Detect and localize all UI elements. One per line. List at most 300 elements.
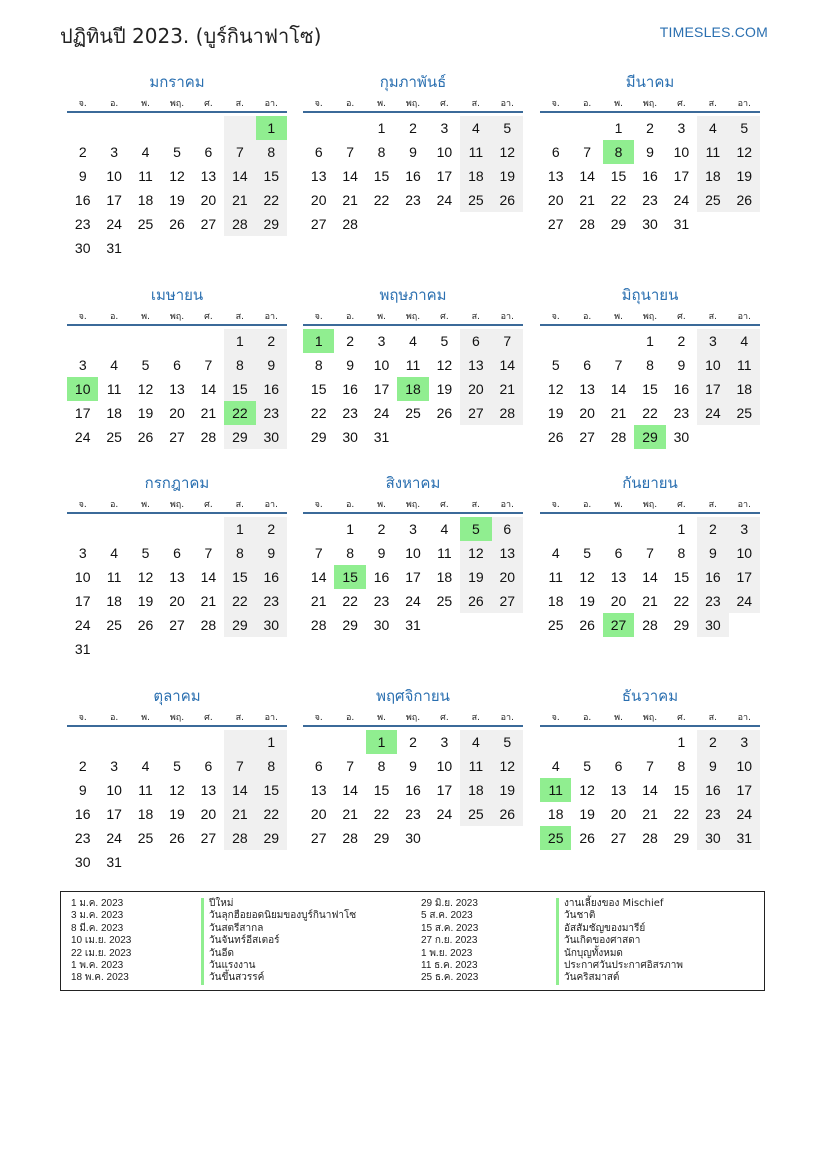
month-block [540, 73, 760, 263]
weekend-blank-cell [224, 116, 255, 140]
holiday-date: 8 มี.ค. 2023 [71, 922, 124, 934]
day-cell: 7 [346, 144, 355, 160]
day-cell: 1 [377, 120, 386, 136]
day-cell: 12 [460, 541, 491, 565]
day-cell: 23 [256, 401, 287, 425]
weekday-label: พฤ. [169, 312, 185, 322]
month-divider [67, 324, 287, 326]
day-cell: 30 [697, 826, 728, 850]
day-cell: 14 [224, 778, 255, 802]
weekday-label: ศ. [677, 713, 686, 723]
day-cell: 6 [314, 144, 323, 160]
day-cell: 24 [729, 802, 760, 826]
day-cell: 23 [256, 589, 287, 613]
day-cell: 24 [436, 192, 453, 208]
day-cell: 21 [224, 188, 255, 212]
day-cell: 3 [409, 521, 417, 537]
holiday-date: 1 พ.ค. 2023 [71, 960, 124, 971]
day-cell: 17 [373, 381, 390, 397]
month-title: กันยายน [622, 474, 678, 492]
day-cell: 17 [436, 782, 453, 798]
day-cell: 21 [579, 192, 595, 208]
site-link[interactable]: TIMESLES.COM [659, 24, 768, 40]
day-cell: 5 [173, 758, 181, 774]
weekday-label: ศ. [677, 500, 686, 510]
weekday-label: ศ. [440, 312, 449, 322]
day-cell: 22 [310, 405, 327, 421]
day-cell: 29 [256, 826, 287, 850]
day-cell: 4 [551, 545, 560, 561]
day-cell: 18 [729, 377, 760, 401]
day-cell: 20 [579, 405, 595, 421]
day-cell: 25 [106, 429, 122, 445]
day-cell: 30 [697, 613, 728, 637]
day-cell: 5 [583, 758, 592, 774]
holiday-day-cell: 10 [67, 377, 98, 401]
weekday-label: พฤ. [405, 500, 421, 510]
day-cell: 10 [373, 357, 390, 373]
day-cell: 21 [610, 405, 627, 421]
weekday-label: ศ. [204, 500, 213, 510]
weekday-label: อ. [109, 500, 119, 510]
day-cell: 9 [256, 541, 287, 565]
day-cell: 2 [256, 329, 287, 353]
month-title: สิงหาคม [385, 474, 441, 492]
day-cell: 3 [729, 517, 760, 541]
day-cell: 6 [173, 545, 181, 561]
day-cell: 22 [256, 802, 287, 826]
weekday-label: พฤ. [405, 99, 421, 109]
day-cell: 25 [137, 830, 154, 846]
day-cell: 9 [78, 782, 87, 798]
day-cell: 27 [492, 589, 523, 613]
day-cell: 2 [697, 730, 728, 754]
day-cell: 25 [106, 617, 122, 633]
day-cell: 14 [200, 569, 217, 585]
day-cell: 2 [78, 144, 87, 160]
month-title: กุมภาพันธ์ [379, 73, 447, 91]
day-cell: 13 [200, 782, 217, 798]
day-cell: 15 [224, 377, 255, 401]
holiday-day-cell: 29 [634, 425, 665, 449]
day-cell: 16 [74, 806, 91, 822]
day-cell: 23 [642, 192, 658, 208]
day-cell: 20 [492, 565, 523, 589]
day-cell: 25 [547, 617, 564, 633]
weekday-label: อ. [109, 713, 119, 723]
day-cell: 15 [610, 168, 627, 184]
day-cell: 23 [697, 589, 728, 613]
day-cell: 5 [492, 116, 523, 140]
day-cell: 7 [492, 329, 523, 353]
holiday-name: อัสสัมชัญของมารีย์ [556, 923, 645, 935]
month-block [67, 73, 287, 263]
day-cell: 28 [342, 830, 358, 846]
day-cell: 12 [579, 569, 595, 585]
day-cell: 19 [137, 405, 154, 421]
weekday-label: พฤ. [169, 713, 185, 723]
weekday-label: พฤ. [169, 500, 185, 510]
day-cell: 15 [310, 381, 327, 397]
weekday-label: พฤ. [642, 713, 658, 723]
day-cell: 6 [614, 545, 623, 561]
day-cell: 31 [405, 617, 421, 633]
holiday-name: ปีใหม่ [201, 898, 233, 910]
holiday-date: 5 ส.ค. 2023 [421, 910, 473, 922]
holiday-date: 27 ก.ย. 2023 [421, 935, 478, 947]
day-cell: 8 [256, 754, 287, 778]
day-cell: 18 [697, 164, 728, 188]
day-cell: 24 [697, 401, 728, 425]
day-cell: 11 [405, 357, 421, 373]
day-cell: 13 [547, 168, 564, 184]
day-cell: 25 [137, 216, 154, 232]
day-cell: 13 [310, 168, 327, 184]
day-cell: 10 [106, 782, 122, 798]
day-cell: 7 [346, 758, 355, 774]
day-cell: 20 [310, 192, 327, 208]
weekday-label: จ. [78, 500, 87, 510]
weekend-blank-cell [224, 730, 255, 754]
day-cell: 12 [169, 168, 185, 184]
month-block [540, 474, 760, 664]
day-cell: 4 [551, 758, 560, 774]
day-cell: 27 [579, 429, 595, 445]
day-cell: 30 [74, 854, 91, 870]
weekday-label: ส. [471, 312, 481, 322]
day-cell: 18 [436, 569, 453, 585]
day-cell: 27 [460, 401, 491, 425]
day-cell: 9 [346, 357, 355, 373]
day-cell: 20 [547, 192, 564, 208]
month-title: มกราคม [149, 73, 205, 91]
day-cell: 18 [547, 806, 564, 822]
day-cell: 17 [673, 168, 690, 184]
day-cell: 12 [137, 381, 154, 397]
holiday-date: 11 ธ.ค. 2023 [421, 960, 478, 971]
day-cell: 7 [204, 545, 213, 561]
day-cell: 11 [106, 569, 122, 585]
day-cell: 18 [106, 405, 122, 421]
day-cell: 28 [310, 617, 327, 633]
weekday-label: ส. [471, 500, 481, 510]
day-cell: 19 [579, 806, 595, 822]
holiday-legend [60, 891, 765, 991]
day-cell: 29 [224, 613, 255, 637]
day-cell: 8 [256, 140, 287, 164]
day-cell: 21 [224, 802, 255, 826]
day-cell: 3 [78, 545, 87, 561]
weekday-label: พฤ. [405, 312, 421, 322]
month-divider [67, 725, 287, 727]
day-cell: 7 [204, 357, 213, 373]
month-title: เมษายน [150, 286, 204, 304]
day-cell: 14 [642, 569, 658, 585]
day-cell: 12 [492, 140, 523, 164]
day-cell: 22 [373, 192, 390, 208]
day-cell: 13 [200, 168, 217, 184]
holiday-name: วันจันทร์อีสเตอร์ [201, 935, 280, 947]
day-cell: 1 [224, 517, 255, 541]
day-cell: 18 [137, 806, 154, 822]
day-cell: 12 [169, 782, 185, 798]
day-cell: 14 [579, 168, 595, 184]
day-cell: 16 [342, 381, 358, 397]
day-cell: 19 [137, 593, 154, 609]
day-cell: 29 [673, 617, 690, 633]
day-cell: 26 [460, 589, 491, 613]
month-divider [303, 725, 523, 727]
day-cell: 20 [610, 806, 627, 822]
day-cell: 13 [169, 569, 185, 585]
weekday-label: พ. [377, 500, 386, 510]
holiday-name: วันคริสมาสต์ [556, 972, 619, 984]
day-cell: 15 [256, 164, 287, 188]
day-cell: 29 [610, 216, 627, 232]
weekday-label: ส. [708, 713, 718, 723]
day-cell: 29 [673, 830, 690, 846]
day-cell: 4 [460, 116, 491, 140]
day-cell: 28 [642, 830, 658, 846]
month-divider [540, 512, 760, 514]
day-cell: 19 [436, 381, 453, 397]
weekday-label: จ. [78, 312, 87, 322]
day-cell: 15 [224, 565, 255, 589]
weekday-label: พ. [377, 312, 386, 322]
day-cell: 31 [106, 240, 122, 256]
day-cell: 9 [697, 754, 728, 778]
day-cell: 2 [646, 120, 654, 136]
day-cell: 7 [314, 545, 323, 561]
day-cell: 28 [492, 401, 523, 425]
weekday-header [67, 497, 287, 511]
holiday-date: 3 ม.ค. 2023 [71, 910, 124, 922]
weekday-label: พ. [614, 500, 623, 510]
holiday-date: 29 มิ.ย. 2023 [421, 898, 478, 909]
day-cell: 1 [677, 734, 686, 750]
day-cell: 1 [346, 521, 355, 537]
weekday-label: พ. [141, 713, 150, 723]
day-cell: 9 [409, 144, 417, 160]
day-cell: 7 [224, 754, 255, 778]
day-cell: 25 [460, 802, 491, 826]
day-cell: 24 [373, 405, 390, 421]
day-cell: 19 [547, 405, 564, 421]
day-cell: 18 [460, 778, 491, 802]
day-cell: 17 [729, 778, 760, 802]
day-cell: 1 [677, 521, 686, 537]
weekday-label: ส. [235, 500, 245, 510]
weekday-label: ศ. [204, 99, 213, 109]
day-cell: 11 [138, 782, 153, 798]
month-block [303, 73, 523, 263]
day-cell: 20 [460, 377, 491, 401]
day-cell: 26 [137, 429, 154, 445]
day-cell: 3 [677, 120, 686, 136]
day-cell: 8 [677, 758, 686, 774]
day-cell: 9 [256, 353, 287, 377]
weekday-label: จ. [314, 500, 323, 510]
weekday-label: อา. [500, 99, 514, 109]
day-cell: 2 [377, 521, 386, 537]
day-cell: 8 [677, 545, 686, 561]
day-cell: 26 [579, 830, 595, 846]
weekday-label: พ. [614, 713, 623, 723]
holiday-day-cell: 25 [540, 826, 571, 850]
weekday-header [540, 710, 760, 724]
day-cell: 4 [110, 545, 119, 561]
month-divider [303, 111, 523, 113]
weekday-header [67, 710, 287, 724]
day-cell: 14 [342, 168, 358, 184]
holiday-day-cell: 8 [603, 140, 634, 164]
weekday-label: อ. [582, 713, 592, 723]
holiday-name: ประกาศวันประกาศอิสรภาพ [556, 960, 683, 972]
holiday-date: 10 เม.ย. 2023 [71, 935, 132, 947]
day-cell: 8 [646, 357, 654, 373]
day-cell: 15 [256, 778, 287, 802]
weekday-header [540, 497, 760, 511]
day-cell: 19 [169, 806, 185, 822]
weekday-label: พ. [614, 312, 623, 322]
day-cell: 13 [460, 353, 491, 377]
day-cell: 30 [256, 613, 287, 637]
day-cell: 29 [342, 617, 358, 633]
month-divider [303, 512, 523, 514]
day-cell: 31 [373, 429, 390, 445]
day-cell: 4 [409, 333, 417, 349]
holiday-name: วันชาติ [556, 910, 595, 922]
day-cell: 26 [436, 405, 453, 421]
weekday-label: อ. [582, 312, 592, 322]
weekday-label: ศ. [677, 312, 686, 322]
day-cell: 31 [106, 854, 122, 870]
weekday-label: ส. [471, 99, 481, 109]
holiday-day-cell: 22 [224, 401, 255, 425]
day-cell: 21 [310, 593, 327, 609]
weekday-header [67, 96, 287, 110]
day-cell: 23 [405, 192, 421, 208]
day-cell: 16 [373, 569, 390, 585]
day-cell: 1 [646, 333, 654, 349]
day-cell: 9 [697, 541, 728, 565]
day-cell: 29 [256, 212, 287, 236]
day-cell: 26 [169, 216, 185, 232]
day-cell: 30 [642, 216, 658, 232]
day-cell: 22 [610, 192, 627, 208]
weekday-label: อา. [500, 713, 514, 723]
day-cell: 2 [409, 734, 417, 750]
page-title: ปฏิทินปี 2023. (บูร์กินาฟาโซ) [60, 24, 322, 48]
holiday-name: งานเลี้ยงของ Mischief [556, 898, 663, 910]
weekday-header [540, 309, 760, 323]
weekday-label: จ. [551, 99, 560, 109]
day-cell: 19 [729, 164, 760, 188]
weekday-label: พฤ. [642, 500, 658, 510]
weekday-label: จ. [314, 713, 323, 723]
day-cell: 18 [460, 164, 491, 188]
day-cell: 5 [141, 357, 150, 373]
day-cell: 10 [436, 144, 453, 160]
day-cell: 2 [409, 120, 417, 136]
day-cell: 25 [697, 188, 728, 212]
weekday-label: จ. [314, 99, 323, 109]
day-cell: 29 [373, 830, 390, 846]
month-divider [67, 512, 287, 514]
day-cell: 28 [642, 617, 658, 633]
day-cell: 14 [342, 782, 358, 798]
day-cell: 17 [729, 565, 760, 589]
weekday-label: ส. [235, 312, 245, 322]
day-cell: 1 [224, 329, 255, 353]
day-cell: 22 [373, 806, 390, 822]
weekday-label: อา. [737, 99, 751, 109]
day-cell: 16 [697, 778, 728, 802]
day-cell: 2 [677, 333, 686, 349]
day-cell: 16 [673, 381, 690, 397]
day-cell: 28 [342, 216, 358, 232]
day-cell: 8 [224, 541, 255, 565]
day-cell: 11 [697, 140, 728, 164]
day-cell: 4 [141, 144, 150, 160]
day-cell: 6 [614, 758, 623, 774]
day-cell: 23 [74, 216, 91, 232]
day-cell: 10 [405, 545, 421, 561]
holiday-name: วันอีด [201, 948, 234, 960]
day-cell: 1 [614, 120, 623, 136]
weekday-header [303, 497, 523, 511]
holiday-name: นักบุญทั้งหมด [556, 948, 623, 960]
day-cell: 9 [677, 357, 686, 373]
weekday-label: พฤ. [642, 99, 658, 109]
holiday-day-cell: 15 [334, 565, 365, 589]
day-cell: 3 [78, 357, 87, 373]
weekday-label: จ. [314, 312, 323, 322]
day-cell: 16 [405, 782, 421, 798]
month-block [67, 687, 287, 877]
day-cell: 13 [579, 381, 595, 397]
day-cell: 11 [106, 381, 122, 397]
month-block [540, 286, 760, 476]
day-cell: 4 [460, 730, 491, 754]
month-block [67, 286, 287, 476]
day-cell: 17 [405, 569, 421, 585]
weekday-label: ศ. [204, 713, 213, 723]
day-cell: 3 [110, 758, 119, 774]
day-cell: 5 [729, 116, 760, 140]
day-cell: 28 [610, 429, 627, 445]
day-cell: 27 [169, 429, 185, 445]
month-divider [540, 111, 760, 113]
weekday-label: อ. [582, 500, 592, 510]
weekday-label: อา. [264, 500, 278, 510]
day-cell: 14 [610, 381, 627, 397]
weekday-header [303, 309, 523, 323]
day-cell: 8 [224, 353, 255, 377]
day-cell: 4 [729, 329, 760, 353]
day-cell: 13 [610, 569, 627, 585]
day-cell: 20 [200, 192, 217, 208]
day-cell: 4 [440, 521, 449, 537]
day-cell: 27 [200, 830, 217, 846]
day-cell: 26 [169, 830, 185, 846]
weekday-label: จ. [551, 500, 560, 510]
day-cell: 30 [256, 425, 287, 449]
weekday-label: อา. [264, 99, 278, 109]
day-cell: 30 [673, 429, 690, 445]
day-cell: 9 [646, 144, 654, 160]
day-cell: 2 [697, 517, 728, 541]
